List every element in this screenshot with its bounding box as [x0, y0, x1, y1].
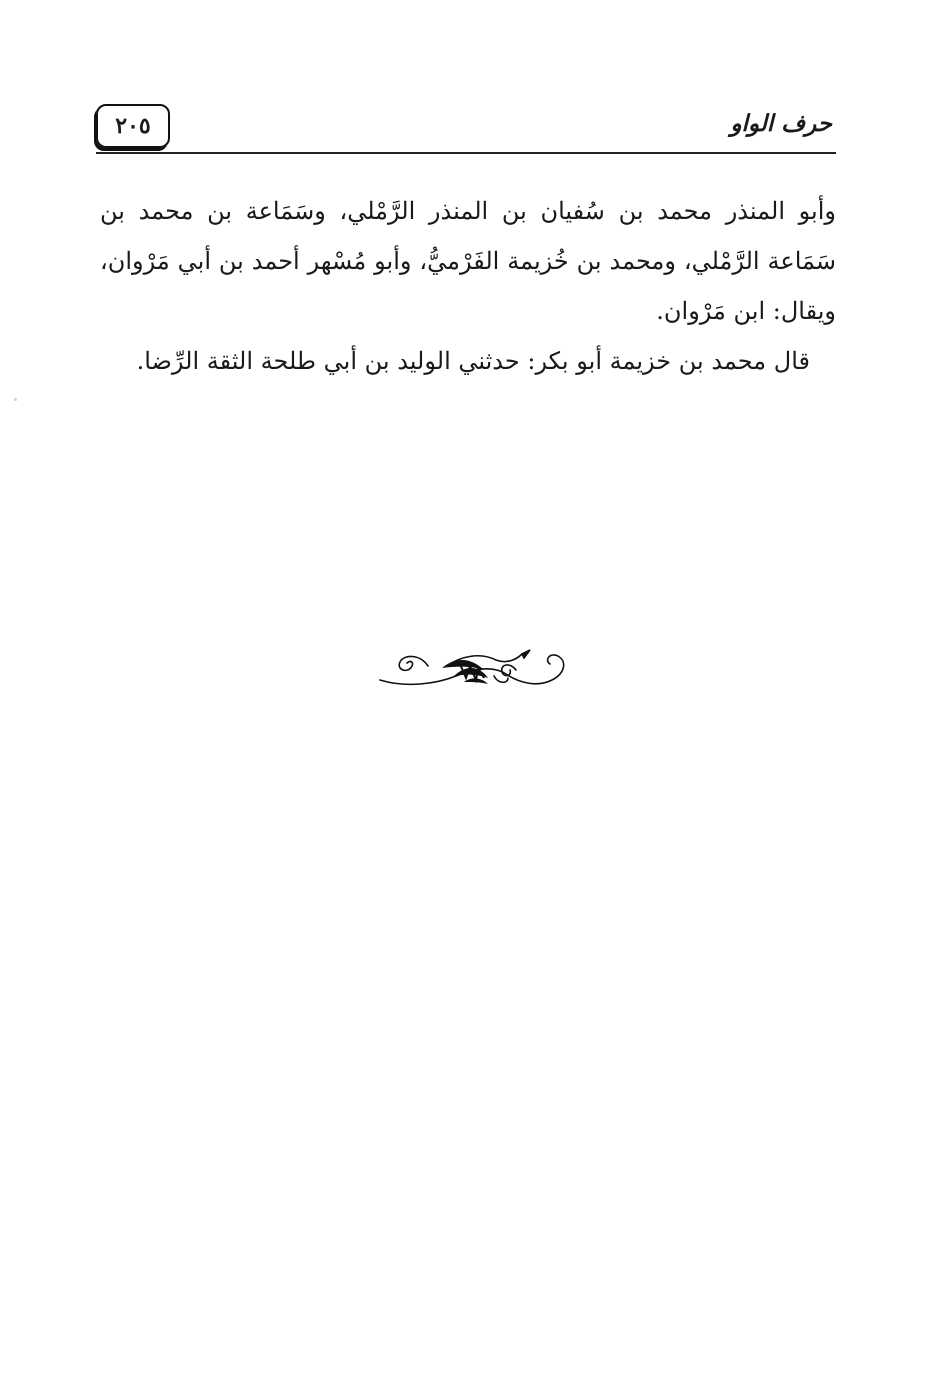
running-head-title: حرف الواو [730, 110, 832, 137]
scan-speck [14, 398, 17, 401]
floral-flourish-icon [376, 636, 576, 694]
header-divider [96, 152, 836, 154]
paragraph-1: وأبو المنذر محمد بن سُفيان بن المنذر الرَّمْلي، وسَمَاعة بن محمد بن سَمَاعة الرَّمْلي، ومحمد بن خُزيمة الفَرْميُّ، وأبو مُسْهر أحمد بن أبي مَرْوان، ويقال: ابن مَرْوان. [100, 197, 836, 325]
page-number: ٢٠٥ [115, 113, 151, 139]
paragraph-2: قال محمد بن خزيمة أبو بكر: حدثني الوليد بن أبي طلحة الثقة الرِّضا. [136, 347, 810, 375]
page-number-badge [96, 104, 170, 148]
main-text-block [100, 186, 836, 386]
